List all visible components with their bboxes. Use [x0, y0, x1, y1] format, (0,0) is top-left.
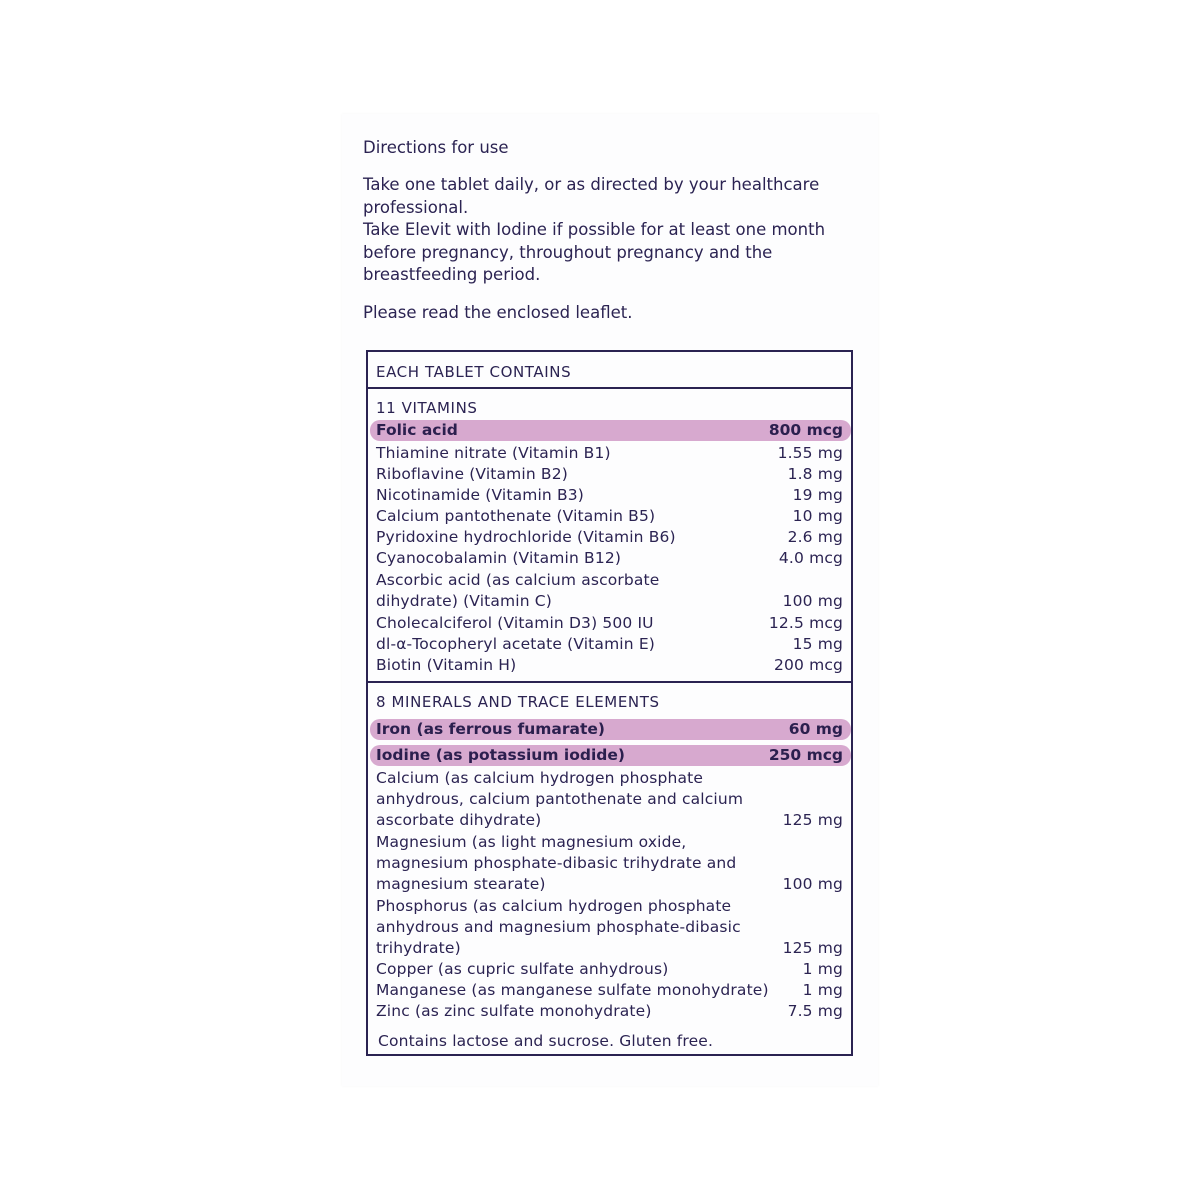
table-row	[376, 485, 843, 506]
ingredient-amount: 125 mg	[782, 811, 843, 829]
table-row	[376, 980, 843, 1001]
ingredient-amount: 2.6 mg	[787, 528, 843, 546]
ingredient-name: Magnesium (as light magnesium oxide, magnesium phosphate-dibasic trihydrate and magnesium stearate)	[376, 833, 737, 893]
ingredient-name: Zinc (as zinc sulfate monohydrate)	[376, 1002, 652, 1020]
table-row	[376, 655, 843, 676]
ingredient-amount: 1.55 mg	[777, 444, 843, 462]
directions-body	[363, 174, 843, 287]
ingredient-name: Nicotinamide (Vitamin B3)	[376, 486, 584, 504]
ingredient-name: dl-α-Tocopheryl acetate (Vitamin E)	[376, 635, 655, 653]
table-row	[376, 527, 843, 548]
ingredient-amount: 250 mcg	[768, 746, 843, 764]
directions-title: Directions for use	[363, 138, 509, 157]
section-divider	[366, 681, 853, 683]
table-row	[376, 548, 843, 569]
highlight-row-iron	[370, 719, 851, 740]
ingredient-name: Thiamine nitrate (Vitamin B1)	[376, 444, 611, 462]
ingredient-amount: 19 mg	[792, 486, 843, 504]
ingredient-amount: 200 mcg	[773, 656, 843, 674]
table-row	[376, 1001, 843, 1022]
table-row	[376, 613, 843, 634]
header-divider	[366, 387, 853, 389]
directions-line-2: Take Elevit with Iodine if possible for at least one month before pregnancy, throughout pregnancy and the breastfeeding period.	[363, 220, 826, 284]
ingredient-name: Calcium pantothenate (Vitamin B5)	[376, 507, 656, 525]
table-row	[376, 443, 843, 464]
directions-line-1: Take one tablet daily, or as directed by your healthcare professional.	[363, 175, 820, 217]
ingredient-name: Copper (as cupric sulfate anhydrous)	[376, 960, 669, 978]
table-row	[376, 832, 843, 895]
ingredient-amount: 125 mg	[782, 939, 843, 957]
table-header: EACH TABLET CONTAINS	[376, 363, 572, 381]
footer-text: Contains lactose and sucrose. Gluten free.	[378, 1032, 714, 1050]
ingredient-name: Iron (as ferrous fumarate)	[376, 720, 606, 738]
table-footer-note	[378, 1031, 845, 1052]
table-row	[376, 464, 843, 485]
ingredient-amount: 1 mg	[802, 981, 843, 999]
vitamins-heading: 11 VITAMINS	[376, 399, 478, 417]
highlight-row-folic-acid	[370, 420, 851, 441]
leaflet-note: Please read the enclosed leaflet.	[363, 303, 633, 322]
ingredient-amount: 7.5 mg	[787, 1002, 843, 1020]
ingredient-name: Pyridoxine hydrochloride (Vitamin B6)	[376, 528, 676, 546]
table-row	[376, 634, 843, 655]
ingredient-amount: 15 mg	[792, 635, 843, 653]
ingredient-amount: 12.5 mcg	[768, 614, 843, 632]
ingredient-name: Cholecalciferol (Vitamin D3) 500 IU	[376, 614, 654, 632]
minerals-heading: 8 MINERALS AND TRACE ELEMENTS	[376, 693, 660, 711]
ingredient-amount: 10 mg	[792, 507, 843, 525]
ingredient-amount: 1.8 mg	[787, 465, 843, 483]
table-row	[376, 959, 843, 980]
ingredient-name: Calcium (as calcium hydrogen phosphate anhydrous, calcium pantothenate and calcium ascorbate dihydrate)	[376, 769, 744, 829]
ingredient-name: Riboflavine (Vitamin B2)	[376, 465, 568, 483]
ingredient-name: Cyanocobalamin (Vitamin B12)	[376, 549, 622, 567]
ingredient-amount: 100 mg	[782, 592, 843, 610]
ingredient-name: Phosphorus (as calcium hydrogen phosphate anhydrous and magnesium phosphate-dibasic trihydrate)	[376, 897, 741, 957]
table-row	[376, 570, 843, 612]
table-row	[376, 506, 843, 527]
table-row	[376, 896, 843, 959]
ingredient-amount: 1 mg	[802, 960, 843, 978]
ingredient-name: Iodine (as potassium iodide)	[376, 746, 625, 764]
table-row	[376, 768, 843, 831]
ingredient-amount: 100 mg	[782, 875, 843, 893]
table-bottom-border	[366, 1054, 853, 1056]
ingredient-name: Folic acid	[376, 421, 458, 439]
ingredient-name: Manganese (as manganese sulfate monohydrate)	[376, 981, 769, 999]
ingredient-amount: 4.0 mcg	[778, 549, 843, 567]
ingredient-amount: 60 mg	[788, 720, 843, 738]
ingredient-amount: 800 mcg	[768, 421, 843, 439]
highlight-row-iodine	[370, 745, 851, 766]
ingredient-name: Biotin (Vitamin H)	[376, 656, 517, 674]
ingredient-name: Ascorbic acid (as calcium ascorbate dihydrate) (Vitamin C)	[376, 571, 660, 610]
